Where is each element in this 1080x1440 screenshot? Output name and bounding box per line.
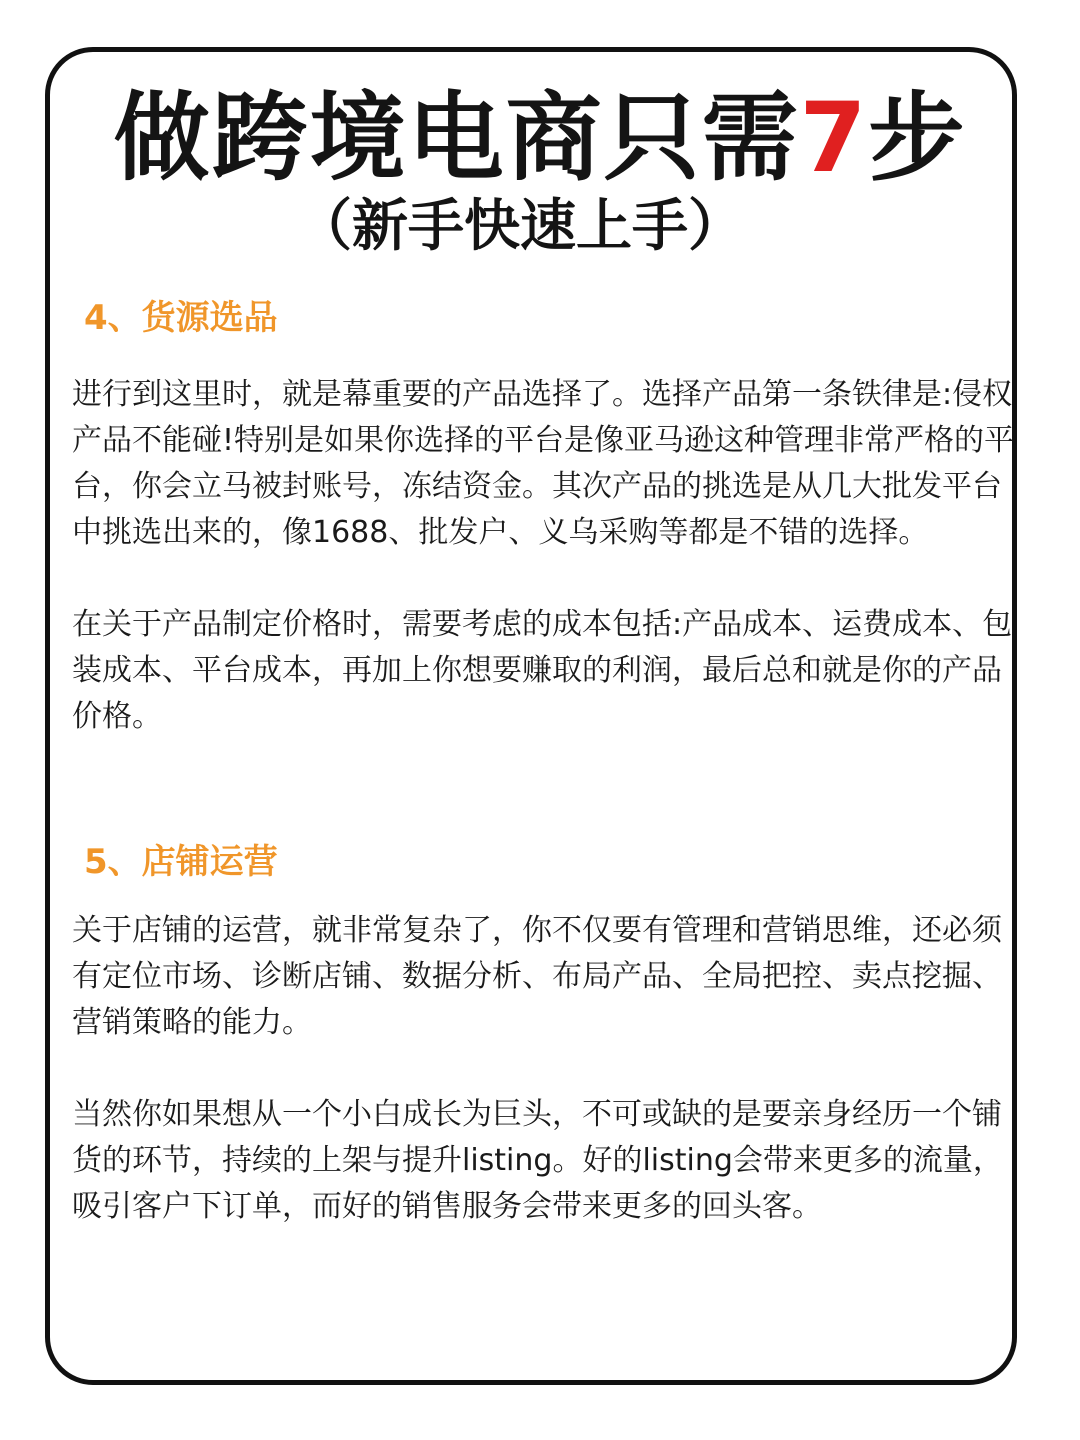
section-sourcing-paragraph-1: 进行到这里时，就是幕重要的产品选择了。选择产品第一条铁律是:侵权产品不能碰!特别是如果你选择的平台是像亚马逊这种管理非常严格的平台，你会立马被封账号，冻结资金。其次产品的挑选是从几大批发平台中挑选出来的，像1688、批发户、义乌采购等都是不错的选择。 [72, 377, 1015, 550]
page-title [0, 82, 1080, 194]
title-suffix: 步 [868, 82, 967, 194]
section-sourcing-paragraph-2: 在关于产品制定价格时，需要考虑的成本包括:产品成本、运费成本、包装成本、平台成本，再加上你想要赚取的利润，最后总和就是你的产品价格。 [72, 607, 1013, 734]
section-heading-operations: 5、店铺运营 [84, 842, 278, 882]
title-step-count: 7 [799, 82, 869, 194]
title-main: 做跨境电商只需 [113, 82, 800, 194]
section-operations-paragraph-1: 关于店铺的运营，就非常复杂了，你不仅要有管理和营销思维，还必须有定位市场、诊断店铺、数据分析、布局产品、全局把控、卖点挖掘、营销策略的能力。 [72, 913, 1002, 1040]
page-subtitle: （新手快速上手） [296, 194, 744, 259]
section-operations-paragraph-2: 当然你如果想从一个小白成长为巨头，不可或缺的是要亲身经历一个铺货的环节，持续的上架与提升listing。好的listing会带来更多的流量，吸引客户下订单，而好的销售服务会带来更多的回头客。 [72, 1097, 1003, 1224]
section-heading-sourcing: 4、货源选品 [84, 298, 278, 338]
